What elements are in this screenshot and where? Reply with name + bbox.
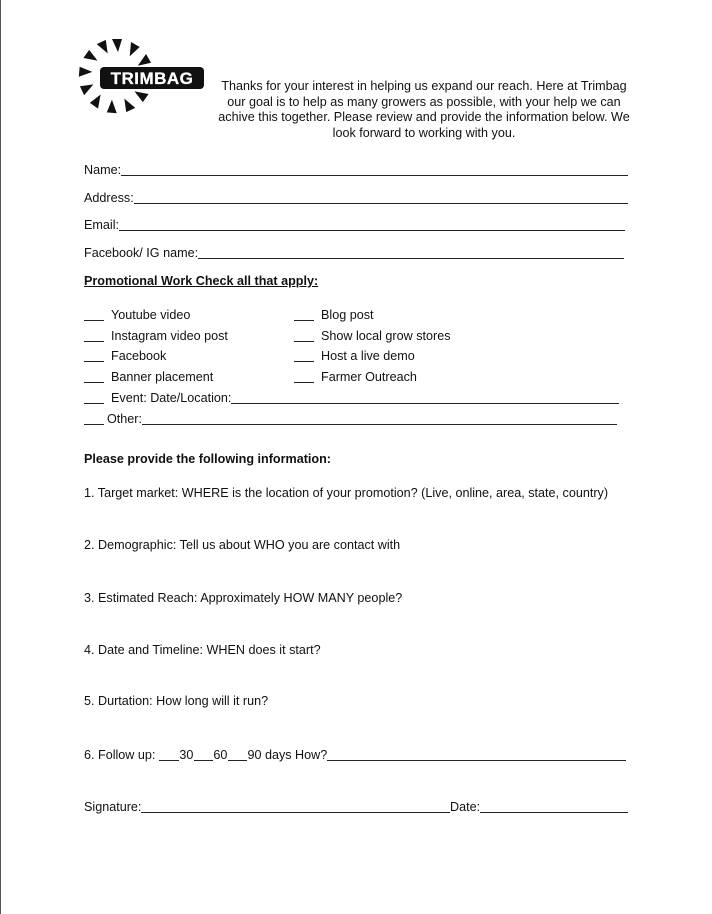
followup-90-label: 90 days How? xyxy=(247,748,328,762)
option-label: Banner placement xyxy=(111,370,214,384)
question-duration: 5. Durtation: How long will it run? xyxy=(84,694,269,708)
other-blank[interactable] xyxy=(142,412,617,425)
question-timeline: 4. Date and Timeline: WHEN does it start? xyxy=(84,643,321,657)
other-label: Other: xyxy=(107,412,142,426)
promo-option[interactable] xyxy=(294,306,374,322)
name-label: Name: xyxy=(84,163,122,177)
event-blank[interactable] xyxy=(231,391,619,404)
option-checkbox-blank[interactable] xyxy=(294,370,314,383)
promo-option[interactable] xyxy=(84,347,166,363)
event-label: Event: Date/Location: xyxy=(111,391,232,405)
option-label: Blog post xyxy=(321,308,374,322)
address-blank[interactable] xyxy=(134,191,628,204)
option-label: Farmer Outreach xyxy=(321,370,417,384)
social-blank[interactable] xyxy=(198,246,624,259)
logo-wordmark: TRIMBAG xyxy=(110,69,194,88)
date-field[interactable] xyxy=(450,798,628,814)
followup-label: 6. Follow up: xyxy=(84,748,156,762)
option-label: Show local grow stores xyxy=(321,329,451,343)
other-field[interactable] xyxy=(84,410,617,426)
email-blank[interactable] xyxy=(119,218,625,231)
name-field[interactable] xyxy=(84,161,628,177)
option-checkbox-blank[interactable] xyxy=(294,329,314,342)
option-checkbox-blank[interactable] xyxy=(84,308,104,321)
followup-60-label: 60 xyxy=(213,748,228,762)
email-field[interactable] xyxy=(84,216,625,232)
option-checkbox-blank[interactable] xyxy=(84,349,104,362)
social-label: Facebook/ IG name: xyxy=(84,246,199,260)
option-checkbox-blank[interactable] xyxy=(84,370,104,383)
promo-heading: Promotional Work Check all that apply: xyxy=(84,274,319,288)
followup-blank-90[interactable] xyxy=(228,748,247,761)
option-label: Instagram video post xyxy=(111,329,228,343)
promo-option[interactable] xyxy=(294,368,417,384)
promo-option[interactable] xyxy=(84,368,213,384)
option-checkbox-blank[interactable] xyxy=(84,391,104,404)
promo-option[interactable] xyxy=(84,327,228,343)
question-target-market: 1. Target market: WHERE is the location of your promotion? (Live, online, area, state, country) xyxy=(84,486,609,500)
signature-label: Signature: xyxy=(84,800,142,814)
followup-how-blank[interactable] xyxy=(327,748,626,761)
followup-blank-30[interactable] xyxy=(159,748,179,761)
followup-30-label: 30 xyxy=(179,748,194,762)
page-border xyxy=(0,0,1,914)
address-label: Address: xyxy=(84,191,134,205)
option-checkbox-blank[interactable] xyxy=(84,329,104,342)
promo-option[interactable] xyxy=(84,306,190,322)
option-checkbox-blank[interactable] xyxy=(294,308,314,321)
option-label: Youtube video xyxy=(111,308,191,322)
question-demographic: 2. Demographic: Tell us about WHO you are contact with xyxy=(84,538,401,552)
name-blank[interactable] xyxy=(121,163,628,176)
signature-field[interactable] xyxy=(84,798,450,814)
followup-field[interactable] xyxy=(84,746,626,762)
option-checkbox-blank[interactable] xyxy=(84,412,104,425)
signature-blank[interactable] xyxy=(141,800,450,813)
option-checkbox-blank[interactable] xyxy=(294,349,314,362)
promo-option[interactable] xyxy=(294,327,451,343)
date-label: Date: xyxy=(450,800,481,814)
followup-blank-60[interactable] xyxy=(194,748,213,761)
event-field[interactable] xyxy=(84,389,619,405)
social-field[interactable] xyxy=(84,244,624,260)
promo-option[interactable] xyxy=(294,347,415,363)
intro-paragraph: Thanks for your interest in helping us expand our reach. Here at Trimbag our goal is to help as many growers as possible, with your help we can achive this together. Please review and provide the information below. We look forward to working with you. xyxy=(218,79,630,140)
trimbag-logo xyxy=(76,36,208,122)
info-heading: Please provide the following information: xyxy=(84,452,331,466)
option-label: Facebook xyxy=(111,349,167,363)
option-label: Host a live demo xyxy=(321,349,415,363)
question-reach: 3. Estimated Reach: Approximately HOW MANY people? xyxy=(84,591,403,605)
date-blank[interactable] xyxy=(480,800,628,813)
email-label: Email: xyxy=(84,218,119,232)
address-field[interactable] xyxy=(84,189,628,205)
